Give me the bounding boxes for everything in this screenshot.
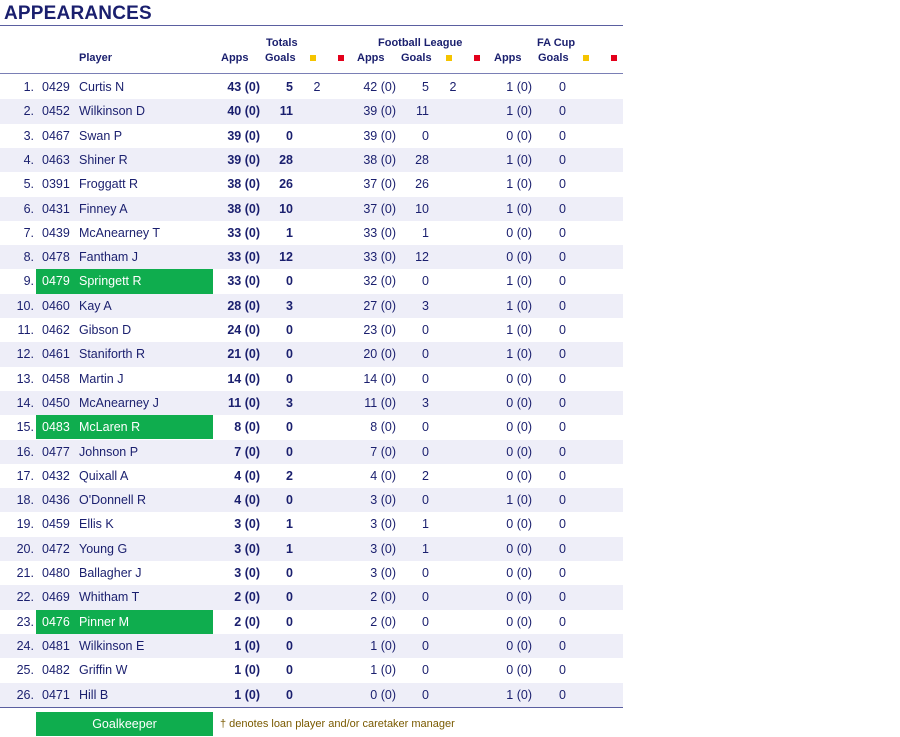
row-number: 18. [16, 493, 34, 508]
totals-apps: 3 (0) [234, 517, 260, 532]
cup-goals: 0 [559, 663, 566, 678]
header-totals: Totals [266, 37, 298, 49]
cup-goals: 0 [559, 420, 566, 435]
cup-goals: 0 [559, 493, 566, 508]
cup-goals: 0 [559, 323, 566, 337]
cup-apps: 0 (0) [506, 614, 532, 629]
totals-goals: 28 [279, 152, 293, 167]
player-id: 0472 [42, 541, 70, 556]
player-name: Kay A [79, 298, 112, 313]
totals-goals: 0 [286, 590, 293, 605]
header-cup-goals: Goals [538, 52, 569, 64]
totals-goals: 1 [286, 225, 293, 240]
totals-apps: 33 (0) [227, 225, 260, 240]
row-number: 24. [16, 638, 34, 653]
league-goals: 0 [422, 347, 429, 362]
row-number: 10. [16, 298, 34, 313]
table-row [0, 683, 623, 707]
table-row [0, 245, 623, 269]
totals-goals: 0 [286, 687, 293, 702]
player-id: 0463 [42, 152, 70, 167]
table-row [0, 197, 623, 221]
cup-goals: 0 [559, 395, 566, 410]
league-apps: 0 (0) [370, 687, 396, 702]
header-league-goals: Goals [401, 52, 432, 64]
league-goals: 1 [422, 517, 429, 532]
table-row [0, 415, 623, 439]
cup-goals: 0 [559, 274, 566, 289]
player-id: 0480 [42, 566, 70, 580]
league-goals: 0 [422, 493, 429, 508]
table-row [0, 294, 623, 318]
player-name: Curtis N [79, 80, 125, 94]
yellow-card-icon [310, 55, 316, 61]
cup-apps: 1 (0) [506, 152, 532, 167]
league-apps: 27 (0) [363, 298, 396, 313]
player-id: 0478 [42, 250, 70, 265]
cup-apps: 0 (0) [506, 590, 532, 605]
totals-goals: 0 [286, 493, 293, 508]
cup-goals: 0 [559, 250, 566, 265]
totals-apps: 1 (0) [234, 638, 260, 653]
cup-apps: 1 (0) [506, 104, 532, 119]
player-id: 0461 [42, 347, 70, 362]
cup-goals: 0 [559, 177, 566, 192]
player-name: McLaren R [79, 420, 141, 435]
cup-apps: 1 (0) [506, 687, 532, 702]
player-id: 0462 [42, 323, 70, 337]
league-goals: 0 [422, 663, 429, 678]
red-card-icon [611, 55, 617, 61]
player-id: 0471 [42, 687, 70, 702]
totals-goals: 0 [286, 663, 293, 678]
player-id: 0432 [42, 468, 70, 483]
row-number: 23. [16, 614, 34, 629]
header-totals-apps: Apps [221, 52, 249, 64]
cup-apps: 0 (0) [506, 517, 532, 532]
league-goals: 0 [422, 614, 429, 629]
table-row [0, 172, 623, 196]
cup-apps: 1 (0) [506, 201, 532, 216]
cup-goals: 0 [559, 104, 566, 119]
totals-apps: 43 (0) [227, 80, 260, 94]
cup-apps: 0 (0) [506, 250, 532, 265]
header-player: Player [79, 52, 113, 64]
header-cup: FA Cup [537, 37, 576, 49]
cup-goals: 0 [559, 687, 566, 702]
totals-apps: 33 (0) [227, 274, 260, 289]
cup-goals: 0 [559, 444, 566, 459]
row-number: 15. [16, 420, 34, 435]
goalkeeper-legend: Goalkeeper [36, 712, 213, 736]
league-apps: 3 (0) [370, 566, 396, 580]
totals-apps: 11 (0) [228, 395, 260, 410]
row-number: 12. [16, 347, 34, 362]
totals-apps: 24 (0) [227, 323, 260, 337]
player-id: 0476 [42, 614, 70, 629]
player-id: 0482 [42, 663, 70, 678]
league-goals: 3 [422, 298, 429, 313]
table-row [0, 269, 623, 293]
cup-goals: 0 [559, 468, 566, 483]
league-apps: 14 (0) [363, 371, 396, 386]
player-name: Ellis K [79, 517, 114, 532]
row-number: 6. [23, 201, 34, 216]
league-apps: 20 (0) [363, 347, 396, 362]
totals-apps: 4 (0) [234, 493, 260, 508]
league-apps: 33 (0) [363, 250, 396, 265]
cup-apps: 0 (0) [506, 395, 532, 410]
row-number: 5. [23, 177, 34, 192]
player-name: Finney A [79, 201, 128, 216]
loan-note: † denotes loan player and/or caretaker manager [220, 718, 455, 730]
totals-goals: 0 [286, 323, 293, 337]
totals-yellow: 2 [313, 80, 321, 94]
player-name: Martin J [79, 371, 124, 386]
league-goals: 11 [416, 104, 429, 119]
totals-apps: 14 (0) [227, 371, 260, 386]
league-goals: 3 [422, 395, 429, 410]
league-goals: 0 [422, 420, 429, 435]
totals-goals: 0 [286, 274, 293, 289]
league-apps: 11 (0) [364, 395, 396, 410]
cup-goals: 0 [559, 566, 566, 580]
cup-goals: 0 [559, 347, 566, 362]
totals-goals: 11 [279, 104, 293, 119]
cup-apps: 1 (0) [506, 274, 532, 289]
player-id: 0458 [42, 371, 70, 386]
totals-apps: 1 (0) [234, 687, 260, 702]
league-goals: 28 [415, 152, 429, 167]
player-name: Froggatt R [79, 177, 139, 192]
league-goals: 0 [422, 323, 429, 337]
table-row [0, 488, 623, 512]
row-number: 19. [16, 517, 34, 532]
row-number: 11. [17, 323, 34, 337]
cup-goals: 0 [559, 638, 566, 653]
row-number: 3. [23, 128, 34, 143]
player-name: Staniforth R [79, 347, 146, 362]
totals-apps: 7 (0) [234, 444, 260, 459]
table-row [0, 537, 623, 561]
cup-apps: 1 (0) [506, 80, 532, 94]
row-number: 21. [16, 566, 34, 580]
totals-goals: 0 [286, 444, 293, 459]
player-name: Pinner M [79, 614, 130, 629]
player-name: Whitham T [79, 590, 140, 605]
table-row [0, 148, 623, 172]
league-goals: 0 [422, 128, 429, 143]
league-goals: 0 [422, 274, 429, 289]
row-number: 17. [16, 468, 34, 483]
totals-goals: 26 [279, 177, 293, 192]
totals-apps: 40 (0) [227, 104, 260, 119]
row-number: 22. [16, 590, 34, 605]
row-number: 9. [23, 274, 34, 289]
table-row [0, 75, 623, 99]
row-number: 2. [23, 104, 34, 119]
totals-goals: 10 [279, 201, 293, 216]
player-name: Wilkinson D [79, 104, 145, 119]
red-card-icon [474, 55, 480, 61]
totals-goals: 5 [286, 80, 293, 94]
player-name: Shiner R [79, 152, 128, 167]
row-number: 8. [23, 250, 34, 265]
row-number: 20. [16, 541, 34, 556]
row-number: 25. [16, 663, 34, 678]
cup-apps: 0 (0) [506, 663, 532, 678]
league-goals: 0 [422, 590, 429, 605]
league-apps: 37 (0) [363, 177, 396, 192]
footer-divider [0, 707, 623, 708]
league-apps: 3 (0) [370, 493, 396, 508]
league-goals: 0 [422, 371, 429, 386]
league-apps: 39 (0) [363, 128, 396, 143]
player-name: Swan P [79, 128, 123, 143]
table-row [0, 512, 623, 536]
totals-apps: 28 (0) [227, 298, 260, 313]
totals-goals: 0 [286, 638, 293, 653]
totals-goals: 2 [286, 468, 293, 483]
yellow-card-icon [446, 55, 452, 61]
header-divider [0, 73, 623, 74]
league-goals: 0 [422, 566, 429, 580]
player-id: 0479 [42, 274, 70, 289]
table-row [0, 585, 623, 609]
totals-apps: 33 (0) [227, 250, 260, 265]
cup-goals: 0 [559, 298, 566, 313]
header-cup-apps: Apps [494, 52, 522, 64]
league-apps: 4 (0) [370, 468, 396, 483]
league-apps: 37 (0) [363, 201, 396, 216]
totals-goals: 0 [286, 128, 293, 143]
league-goals: 2 [422, 468, 429, 483]
player-name: Griffin W [79, 663, 128, 678]
player-id: 0439 [42, 225, 70, 240]
totals-goals: 0 [286, 420, 293, 435]
player-name: Ballagher J [79, 566, 142, 580]
league-apps: 8 (0) [370, 420, 396, 435]
totals-apps: 2 (0) [234, 590, 260, 605]
player-id: 0481 [42, 638, 70, 653]
yellow-card-icon [583, 55, 589, 61]
cup-apps: 0 (0) [506, 638, 532, 653]
table-row [0, 318, 623, 342]
cup-apps: 0 (0) [506, 468, 532, 483]
row-number: 7. [23, 225, 34, 240]
totals-apps: 21 (0) [227, 347, 260, 362]
league-apps: 1 (0) [370, 638, 396, 653]
table-row [0, 561, 623, 585]
player-id: 0429 [42, 80, 70, 94]
cup-apps: 1 (0) [506, 347, 532, 362]
cup-apps: 0 (0) [506, 444, 532, 459]
cup-apps: 0 (0) [506, 128, 532, 143]
cup-goals: 0 [559, 128, 566, 143]
totals-apps: 1 (0) [234, 663, 260, 678]
cup-goals: 0 [559, 80, 566, 94]
player-id: 0459 [42, 517, 70, 532]
league-apps: 33 (0) [363, 225, 396, 240]
red-card-icon [338, 55, 344, 61]
totals-apps: 38 (0) [227, 177, 260, 192]
player-name: Gibson D [79, 323, 132, 337]
row-number: 26. [16, 687, 34, 702]
cup-goals: 0 [559, 517, 566, 532]
league-goals: 10 [415, 201, 429, 216]
table-row [0, 342, 623, 366]
totals-apps: 38 (0) [227, 201, 260, 216]
player-id: 0391 [42, 177, 70, 192]
table-row [0, 391, 623, 415]
row-number: 16. [16, 444, 34, 459]
totals-goals: 0 [286, 566, 293, 580]
player-name: McAnearney T [79, 225, 161, 240]
totals-goals: 0 [286, 371, 293, 386]
totals-goals: 1 [286, 517, 293, 532]
league-apps: 39 (0) [363, 104, 396, 119]
row-number: 13. [16, 371, 34, 386]
player-name: McAnearney J [79, 395, 159, 410]
totals-goals: 1 [286, 541, 293, 556]
player-name: Fantham J [79, 250, 139, 265]
table-row [0, 221, 623, 245]
league-goals: 1 [422, 225, 429, 240]
player-name: Hill B [79, 687, 109, 702]
table-row [0, 634, 623, 658]
league-goals: 0 [422, 687, 429, 702]
league-apps: 3 (0) [370, 517, 396, 532]
player-name: Young G [79, 541, 128, 556]
totals-goals: 12 [279, 250, 293, 265]
league-apps: 2 (0) [370, 590, 396, 605]
row-number: 1. [23, 80, 34, 94]
cup-goals: 0 [559, 590, 566, 605]
league-apps: 7 (0) [370, 444, 396, 459]
player-id: 0431 [42, 201, 70, 216]
header-league-apps: Apps [357, 52, 385, 64]
player-name: Springett R [79, 274, 142, 289]
table-row [0, 658, 623, 682]
cup-goals: 0 [559, 614, 566, 629]
league-goals: 5 [422, 80, 429, 94]
totals-apps: 39 (0) [227, 128, 260, 143]
cup-apps: 0 (0) [506, 420, 532, 435]
cup-goals: 0 [559, 371, 566, 386]
cup-goals: 0 [559, 225, 566, 240]
player-id: 0467 [42, 128, 70, 143]
league-apps: 42 (0) [363, 80, 396, 94]
league-apps: 23 (0) [363, 323, 396, 337]
league-goals: 0 [422, 444, 429, 459]
player-id: 0436 [42, 493, 70, 508]
totals-goals: 3 [286, 395, 293, 410]
player-name: O'Donnell R [79, 493, 146, 508]
table-row [0, 124, 623, 148]
league-apps: 2 (0) [370, 614, 396, 629]
table-row [0, 99, 623, 123]
totals-goals: 3 [286, 298, 293, 313]
totals-apps: 2 (0) [234, 614, 260, 629]
cup-apps: 0 (0) [506, 371, 532, 386]
league-goals: 1 [422, 541, 429, 556]
player-id: 0477 [42, 444, 70, 459]
totals-apps: 8 (0) [234, 420, 260, 435]
table-row [0, 440, 623, 464]
table-row [0, 367, 623, 391]
cup-apps: 0 (0) [506, 541, 532, 556]
league-yellow: 2 [449, 80, 457, 94]
table-row [0, 464, 623, 488]
cup-apps: 1 (0) [506, 493, 532, 508]
league-apps: 32 (0) [363, 274, 396, 289]
cup-apps: 1 (0) [506, 323, 532, 337]
player-id: 0452 [42, 104, 70, 119]
table-row [0, 610, 623, 634]
player-name: Quixall A [79, 468, 129, 483]
cup-apps: 0 (0) [506, 566, 532, 580]
player-id: 0460 [42, 298, 70, 313]
header-totals-goals: Goals [265, 52, 296, 64]
league-goals: 0 [422, 638, 429, 653]
cup-apps: 1 (0) [506, 177, 532, 192]
league-apps: 3 (0) [370, 541, 396, 556]
cup-goals: 0 [559, 541, 566, 556]
player-id: 0469 [42, 590, 70, 605]
cup-apps: 0 (0) [506, 225, 532, 240]
player-name: Johnson P [79, 444, 139, 459]
league-apps: 38 (0) [363, 152, 396, 167]
player-name: Wilkinson E [79, 638, 145, 653]
league-goals: 12 [415, 250, 429, 265]
totals-goals: 0 [286, 614, 293, 629]
league-goals: 26 [415, 177, 429, 192]
row-number: 14. [16, 395, 34, 410]
cup-goals: 0 [559, 201, 566, 216]
totals-apps: 3 (0) [234, 566, 260, 580]
totals-goals: 0 [286, 347, 293, 362]
page-title: APPEARANCES [4, 3, 152, 24]
totals-apps: 4 (0) [234, 468, 260, 483]
cup-apps: 1 (0) [506, 298, 532, 313]
row-number: 4. [23, 152, 34, 167]
league-apps: 1 (0) [370, 663, 396, 678]
player-id: 0450 [42, 395, 70, 410]
totals-apps: 3 (0) [234, 541, 260, 556]
title-divider [0, 25, 623, 26]
header-league: Football League [378, 37, 463, 49]
cup-goals: 0 [559, 152, 566, 167]
player-id: 0483 [42, 420, 70, 435]
totals-apps: 39 (0) [227, 152, 260, 167]
